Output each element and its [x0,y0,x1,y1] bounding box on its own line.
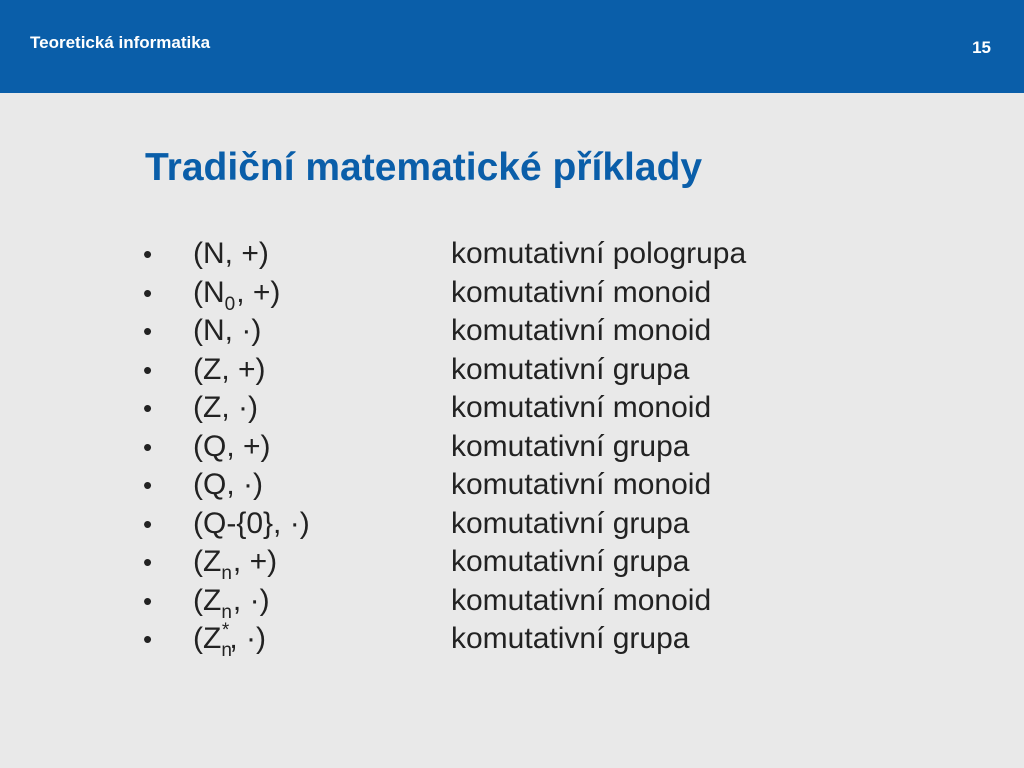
structure-set: (N [193,275,225,309]
structure-description: komutativní monoid [451,275,712,309]
bullet-icon: • [143,470,153,500]
algebraic-structure [193,619,266,659]
structure-description: komutativní grupa [451,506,690,540]
bullet-icon: • [143,624,153,654]
structure-description: komutativní monoid [451,391,712,424]
algebraic-structure [193,311,261,351]
structure-operation: , ·) [226,468,263,501]
structure-operation: , +) [221,352,266,386]
structure-set: (N [193,314,225,347]
bullet-icon: • [143,277,153,308]
header-bar [0,0,1024,93]
structure-set: (Q-{0} [193,506,274,540]
algebraic-structure [193,350,266,390]
structure-description: komutativní pologrupa [451,237,747,270]
bullet-icon: • [143,585,153,616]
structure-description: komutativní monoid [451,468,712,501]
structure-set: (Q [193,468,227,501]
bullet-icon: • [143,393,153,423]
algebraic-structure [193,465,263,505]
structure-operation: , +) [236,275,281,309]
structure-set: (Z [193,391,222,424]
algebraic-structure [193,388,258,428]
structure-operation: , ·) [221,391,258,424]
algebraic-structure [193,427,271,467]
structure-operation: , ·) [232,583,270,617]
structure-operation: , +) [224,237,269,270]
structure-description: komutativní grupa [451,622,690,655]
bullet-icon: • [143,431,153,462]
structure-description: komutativní monoid [451,583,712,617]
bullet-icon: • [143,354,153,385]
structure-set: (Z [193,583,222,617]
algebraic-structure [193,234,269,274]
structure-description: komutativní grupa [451,545,690,578]
structure-description: komutativní grupa [451,352,690,386]
structure-subscript: n [221,601,232,623]
structure-operation: , ·) [229,622,266,655]
structure-operation: , ·) [224,314,262,347]
algebraic-structure [193,273,280,313]
bullet-icon: • [143,547,153,577]
structure-set: (N [193,237,225,270]
bullet-icon: • [143,239,153,269]
structure-subscript: n [221,563,232,584]
structure-set: (Z [193,352,222,386]
structure-subscript: 0 [224,293,236,315]
structure-set: (Z [193,622,222,655]
algebraic-structure [193,504,310,544]
algebraic-structure [193,581,270,621]
algebraic-structure [193,542,277,582]
structure-subscript: n [221,640,232,661]
course-title: Teoretická informatika [30,33,211,52]
slide-title: Tradiční matematické příklady [145,146,703,189]
structure-set: (Q [193,429,227,463]
page-number: 15 [972,38,991,57]
structure-set: (Z [193,545,222,578]
structure-operation: , +) [232,545,278,578]
structure-superscript: * [221,620,230,641]
structure-operation: , ·) [273,506,310,540]
structure-description: komutativní monoid [451,314,712,347]
structure-description: komutativní grupa [451,429,690,463]
bullet-icon: • [143,316,153,346]
bullet-icon: • [143,508,153,539]
structure-operation: , +) [226,429,271,463]
